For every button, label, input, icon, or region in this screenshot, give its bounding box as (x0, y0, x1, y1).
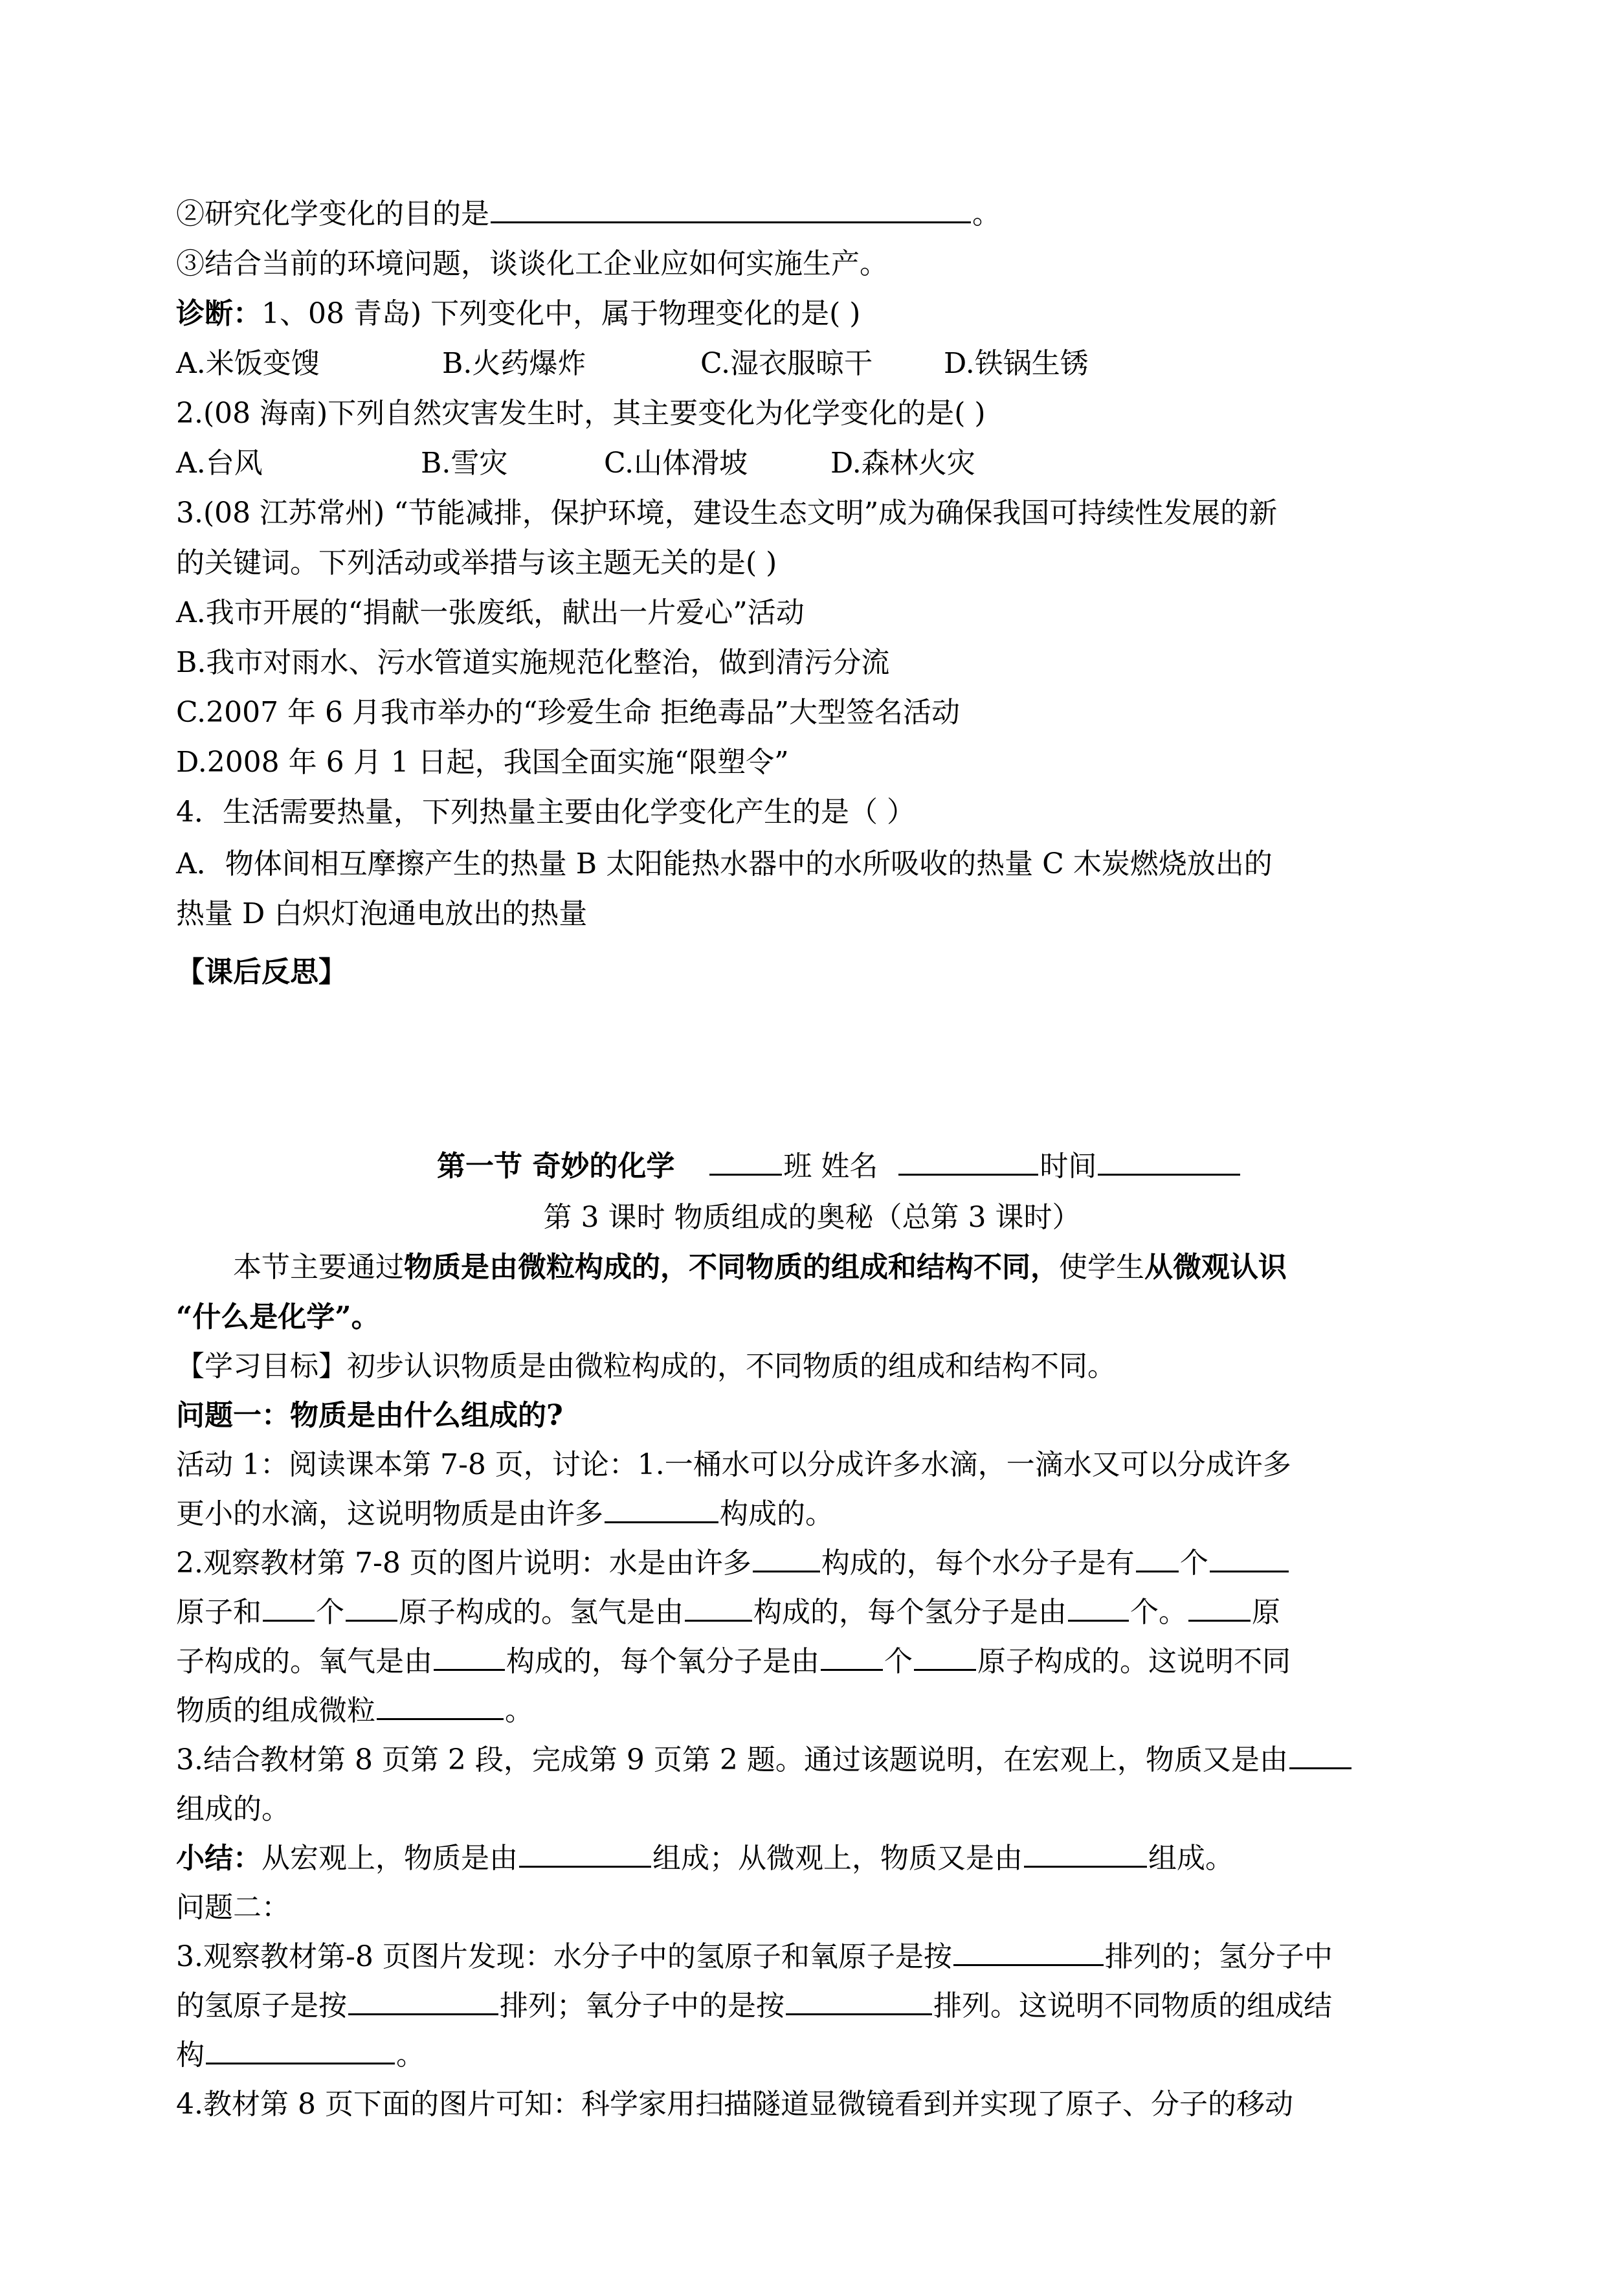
summary-line (176, 1833, 1234, 1883)
option: A.米饭变馊 (176, 347, 320, 380)
point3b-line1 (176, 1932, 1333, 1982)
answer-blank[interactable] (348, 1981, 498, 2015)
question-one: 问题一：物质是由什么组成的? (176, 1399, 563, 1432)
option: A.台风 (176, 447, 263, 480)
text: 排列；氧分子中的是按 (500, 1989, 784, 2022)
text: 时间 (1040, 1150, 1097, 1183)
answer-blank[interactable] (346, 1587, 397, 1622)
answer-blank[interactable] (1068, 1587, 1129, 1622)
text: 构成的，每个氢分子是由 (753, 1596, 1067, 1629)
text: 。 (396, 2039, 425, 2072)
text: 个 (1179, 1547, 1208, 1580)
q3-line2: 的关键词。下列活动或举措与该主题无关的是( ) (176, 546, 777, 579)
text: 1、08 青岛) 下列变化中，属于物理变化的是( ) (261, 297, 861, 330)
text: 原 (1252, 1596, 1280, 1629)
text: 子构成的。氧气是由 (176, 1645, 432, 1678)
text: 原子构成的。这说明不同 (977, 1645, 1291, 1678)
q3-option-b: B.我市对雨水、污水管道实施规范化整治，做到清污分流 (176, 646, 890, 679)
diagnosis-q1 (176, 289, 860, 339)
answer-blank[interactable] (685, 1587, 752, 1622)
q4-line3: 热量 D 白炽灯泡通电放出的热量 (176, 897, 588, 930)
activity1-line2 (176, 1489, 834, 1539)
text: 。 (505, 1694, 533, 1727)
q3-option-a: A.我市开展的“捐献一张废纸，献出一片爱心”活动 (176, 596, 805, 629)
learning-goal: 【学习目标】初步认识物质是由微粒构成的，不同物质的组成和结构不同。 (176, 1350, 1116, 1383)
lesson-subtitle: 第 3 课时 物质组成的奥秘（总第 3 课时） (543, 1201, 1081, 1234)
answer-blank[interactable] (953, 1932, 1104, 1966)
option: D.森林火灾 (830, 447, 975, 480)
option: C.山体滑坡 (604, 447, 748, 480)
text: 个 (884, 1645, 913, 1678)
q4: 4．生活需要热量，下列热量主要由化学变化产生的是（ ） (176, 796, 915, 829)
observe-line3 (176, 1637, 1291, 1686)
text: 构成的。 (720, 1497, 834, 1530)
answer-blank[interactable] (206, 2030, 395, 2064)
text: 组成；从微观上，物质又是由 (652, 1842, 1023, 1875)
observe-line1 (176, 1538, 1290, 1588)
text: 原子构成的。氢气是由 (399, 1596, 684, 1629)
answer-blank[interactable] (1024, 1833, 1147, 1868)
answer-blank[interactable] (605, 1489, 718, 1523)
text: 个 (316, 1596, 344, 1629)
line-purpose (176, 189, 1001, 239)
answer-blank[interactable] (434, 1637, 505, 1671)
text: 构成的，每个水分子是有 (821, 1547, 1135, 1580)
answer-blank[interactable] (914, 1637, 976, 1671)
answer-blank[interactable] (1136, 1538, 1179, 1572)
q3-option-c: C.2007 年 6 月我市举办的“珍爱生命 拒绝毒品”大型签名活动 (176, 696, 960, 729)
point3b-line3 (176, 2030, 425, 2080)
text: 物质是由微粒构成的，不同物质的组成和结构不同， (404, 1251, 1059, 1284)
text: 排列的；氢分子中 (1104, 1940, 1333, 1973)
answer-blank[interactable] (1289, 1735, 1351, 1769)
text: 3.结合教材第 8 页第 2 段，完成第 9 页第 2 题。通过该题说明，在宏观上，物质又是由 (176, 1743, 1288, 1776)
text: 2.观察教材第 7-8 页的图片说明：水是由许多 (176, 1547, 751, 1580)
option: C.湿衣服晾干 (700, 347, 873, 380)
activity1-line1: 活动 1：阅读课本第 7-8 页，讨论：1.一桶水可以分成许多水滴，一滴水又可以分成许多 (176, 1448, 1291, 1481)
q3-line1: 3.(08 江苏常州) “节能减排，保护环境，建设生态文明”成为确保我国可持续性发展的新 (176, 497, 1278, 530)
point3b-line2 (176, 1981, 1332, 2031)
q2: 2.(08 海南)下列自然灾害发生时，其主要变化为化学变化的是( ) (176, 397, 986, 430)
point4: 4.教材第 8 页下面的图片可知：科学家用扫描隧道显微镜看到并实现了原子、分子的移动 (176, 2088, 1293, 2121)
text: 物质的组成微粒 (176, 1694, 375, 1727)
text: 3.观察教材第-8 页图片发现：水分子中的氢原子和氧原子是按 (176, 1940, 952, 1973)
observe-line2 (176, 1587, 1280, 1637)
text: 从微观认识 (1144, 1251, 1287, 1284)
option: D.铁锅生锈 (944, 347, 1089, 380)
point3-line2: 组成的。 (176, 1793, 290, 1826)
text: 的氢原子是按 (176, 1989, 347, 2022)
text: 从宏观上，物质是由 (261, 1842, 518, 1875)
text: 本节主要通过 (233, 1251, 404, 1284)
intro-line1 (233, 1242, 1287, 1292)
class-blank[interactable] (709, 1141, 782, 1176)
text: 使学生 (1059, 1251, 1144, 1284)
text: 更小的水滴，这说明物质是由许多 (176, 1497, 603, 1530)
point3-line1 (176, 1735, 1353, 1785)
answer-blank[interactable] (491, 189, 971, 223)
option: B.火药爆炸 (442, 347, 586, 380)
section-title: 第一节 奇妙的化学 (437, 1150, 675, 1183)
reflection-heading: 【课后反思】 (176, 956, 347, 989)
text: ②研究化学变化的目的是 (176, 197, 489, 230)
text: 原子和 (176, 1596, 261, 1629)
section-header (437, 1141, 1241, 1191)
answer-blank[interactable] (519, 1833, 651, 1868)
text: 构 (176, 2039, 205, 2072)
answer-blank[interactable] (377, 1686, 504, 1720)
line-env: ③结合当前的环境问题，谈谈化工企业应如何实施生产。 (176, 247, 888, 280)
q4-line2: A．物体间相互摩擦产生的热量 B 太阳能热水器中的水所吸收的热量 C 木炭燃烧放出的 (176, 847, 1273, 880)
text: 构成的，每个氧分子是由 (506, 1645, 819, 1678)
text: 班 姓名 (783, 1150, 878, 1183)
answer-blank[interactable] (1188, 1587, 1251, 1622)
answer-blank[interactable] (753, 1538, 820, 1572)
answer-blank[interactable] (1210, 1538, 1289, 1572)
name-blank[interactable] (898, 1141, 1038, 1176)
observe-line4 (176, 1686, 533, 1736)
summary-label: 小结： (176, 1842, 261, 1875)
answer-blank[interactable] (263, 1587, 315, 1622)
diagnosis-label: 诊断： (176, 297, 261, 330)
text: 。 (972, 197, 1001, 230)
time-blank[interactable] (1098, 1141, 1240, 1176)
text: 组成。 (1148, 1842, 1234, 1875)
q3-option-d: D.2008 年 6 月 1 日起，我国全面实施“限塑令” (176, 746, 789, 779)
text: 个。 (1130, 1596, 1187, 1629)
option: B.雪灾 (421, 447, 508, 480)
intro-line2: “什么是化学”。 (176, 1301, 380, 1334)
answer-blank[interactable] (786, 1981, 932, 2015)
question-two: 问题二： (176, 1891, 290, 1924)
text: 排列。这说明不同物质的组成结 (933, 1989, 1332, 2022)
answer-blank[interactable] (821, 1637, 883, 1671)
